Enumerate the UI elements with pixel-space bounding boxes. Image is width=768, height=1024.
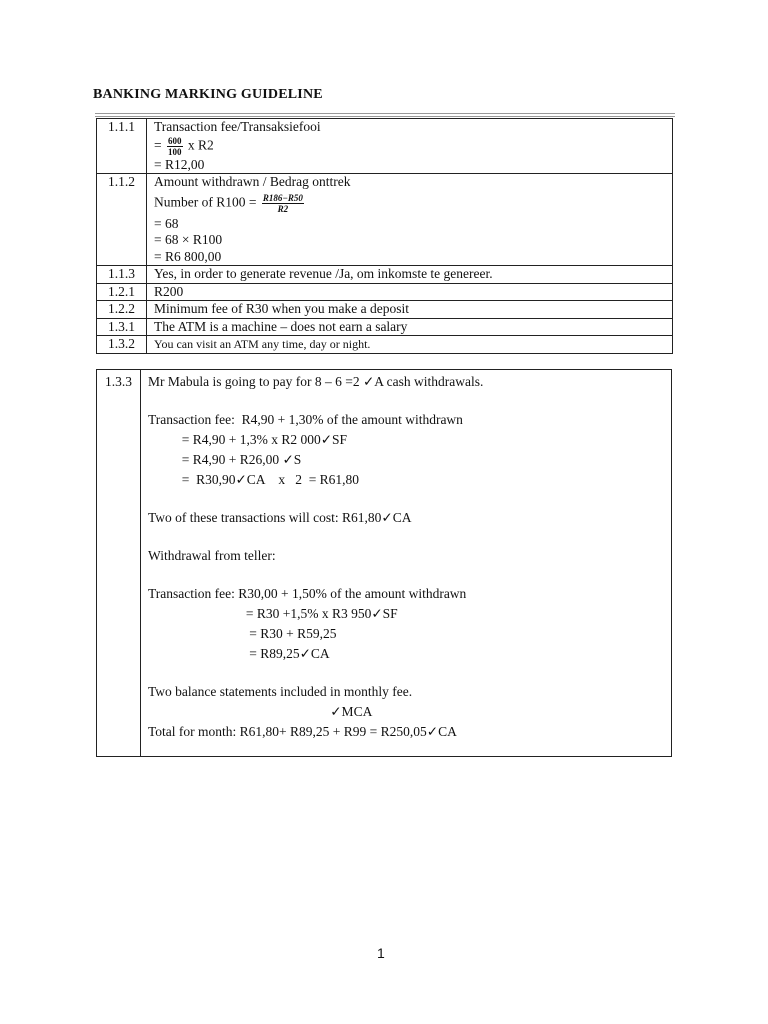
- answer-line: = 68: [154, 215, 179, 231]
- blank-line: [148, 566, 671, 584]
- answer-cell: Minimum fee of R30 when you make a deposit: [147, 301, 673, 319]
- question-number: 1.3.1: [97, 318, 147, 336]
- heading-rule: [95, 113, 675, 114]
- answer-line: = R89,25✓CA: [148, 646, 330, 661]
- answer-text: x R2: [187, 137, 214, 153]
- question-number: 1.2.2: [97, 301, 147, 319]
- answer-line: Mr Mabula is going to pay for 8 – 6 =2 ✓A cash withdrawals.: [148, 374, 484, 389]
- fraction-denominator: R2: [277, 203, 289, 214]
- answer-line: = R4,90 + R26,00 ✓S: [148, 452, 302, 467]
- answer-line: Transaction fee/Transaksiefooi: [154, 119, 321, 134]
- question-number: 1.3.2: [97, 336, 147, 354]
- answers-table: [96, 118, 673, 354]
- answer-cell: R200: [147, 283, 673, 301]
- answer-line: Transaction fee: R30,00 + 1,50% of the amount withdrawn: [148, 586, 467, 601]
- question-number: 1.3.3: [97, 370, 141, 757]
- question-number: 1.1.3: [97, 266, 147, 284]
- answer-line: = R30 + R59,25: [148, 626, 337, 641]
- answer-cell: You can visit an ATM any time, day or night.: [147, 336, 673, 354]
- answer-line: [154, 193, 672, 214]
- table-row: [97, 174, 673, 266]
- blank-line: [148, 664, 671, 682]
- answer-line: Withdrawal from teller:: [148, 548, 276, 563]
- table-row: [97, 301, 673, 319]
- blank-line: [148, 490, 671, 508]
- equals-sign: =: [154, 137, 162, 153]
- answer-line: Two balance statements included in monthly fee.: [148, 684, 413, 699]
- answer-line: [154, 136, 672, 157]
- fraction: [262, 193, 304, 214]
- blank-line: [148, 392, 671, 410]
- answer-line: Two of these transactions will cost: R61,80✓CA: [148, 510, 412, 525]
- table-row: [97, 336, 673, 354]
- table-row: [97, 370, 672, 757]
- fraction: [167, 136, 183, 157]
- page-number: 1: [377, 945, 385, 961]
- question-number: 1.1.2: [97, 174, 147, 266]
- answer-line: ✓MCA: [148, 704, 373, 719]
- answer-line: Amount withdrawn / Bedrag onttrek: [154, 174, 351, 189]
- answer-line: = R4,90 + 1,3% x R2 000✓SF: [148, 432, 348, 447]
- page-title: BANKING MARKING GUIDELINE: [93, 87, 323, 102]
- answer-line: = R30 +1,5% x R3 950✓SF: [148, 606, 398, 621]
- answer-cell: The ATM is a machine – does not earn a salary: [147, 318, 673, 336]
- answer-text: Number of R100 =: [154, 194, 257, 210]
- blank-line: [148, 528, 671, 546]
- question-number: 1.2.1: [97, 283, 147, 301]
- table-row: [97, 119, 673, 174]
- answer-cell: [147, 174, 673, 266]
- table-row: [97, 283, 673, 301]
- table-row: [97, 318, 673, 336]
- fraction-denominator: 100: [168, 146, 182, 157]
- answer-line: = R30,90✓CA x 2 = R61,80: [148, 472, 360, 487]
- answer-line: Transaction fee: R4,90 + 1,30% of the amount withdrawn: [148, 412, 463, 427]
- fraction-numerator: 600: [168, 135, 182, 146]
- answer-cell: Yes, in order to generate revenue /Ja, om inkomste te genereer.: [147, 266, 673, 284]
- heading-rule-2: [95, 116, 675, 117]
- answer-line: = R12,00: [154, 156, 205, 172]
- answers-table-2: [96, 369, 672, 757]
- question-number: 1.1.1: [97, 119, 147, 174]
- answer-line: = 68 × R100: [154, 232, 223, 247]
- answer-line: Total for month: R61,80+ R89,25 + R99 = R250,05✓CA: [148, 724, 457, 739]
- answer-cell: [141, 370, 672, 757]
- fraction-numerator: R186−R50: [262, 192, 303, 203]
- table-row: [97, 266, 673, 284]
- answer-line: = R6 800,00: [154, 248, 222, 264]
- answer-cell: [147, 119, 673, 174]
